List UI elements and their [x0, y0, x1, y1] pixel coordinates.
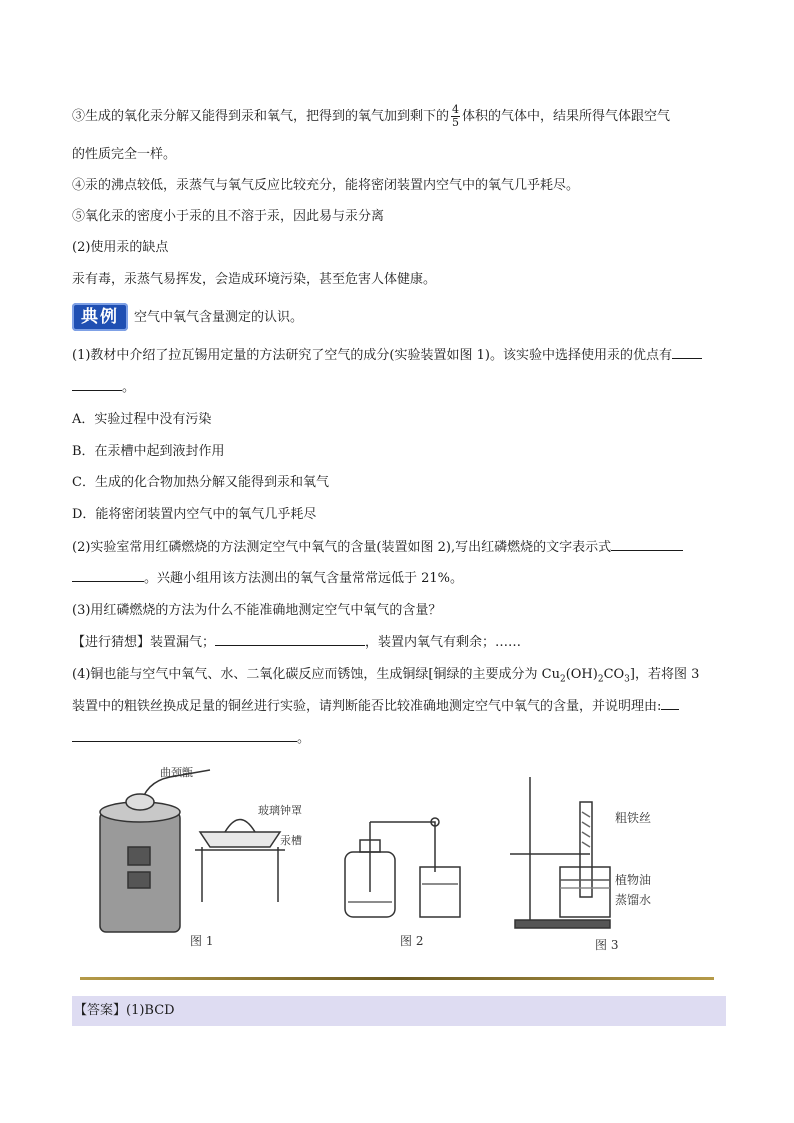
answer-blank[interactable]: [215, 633, 365, 646]
line-text: 体积的气体中，结果所得气体跟空气: [462, 109, 671, 124]
fig1-label-bell: 玻璃钟罩: [258, 804, 302, 817]
fig3-caption: 图 3: [595, 938, 619, 952]
answer-blank[interactable]: [672, 346, 702, 359]
question-4-cont: 装置中的粗铁丝换成足量的铜丝进行实验，请判断能否比较准确地测定空气中氧气的含量，并说明理由:: [72, 697, 679, 717]
fig3-label-oil: 植物油: [615, 873, 652, 887]
guess-line: 【进行猜想】装置漏气； ，装置内氧气有剩余；……: [72, 635, 522, 650]
fig2-caption: 图 2: [400, 934, 424, 948]
text-line-drawback: 汞有毒，汞蒸气易挥发，会造成环境污染，甚至危害人体健康。: [72, 272, 437, 287]
answer-box: [72, 996, 726, 1026]
fraction: $\frac{4}{5}$: [452, 103, 460, 129]
text-line-3: [72, 104, 670, 129]
fig1-label-trough: 汞槽: [280, 834, 302, 847]
section-heading: (2)使用汞的缺点: [72, 240, 169, 255]
question-2-cont: 。兴趣小组用该方法测出的氧气含量常常远低于 21%。: [72, 569, 463, 589]
question-2: (2)实验室常用红磷燃烧的方法测定空气中氧气的含量(装置如图 2),写出红磷燃烧的文字表示式: [72, 538, 683, 558]
option-a: A．实验过程中没有污染: [72, 412, 212, 427]
example-badge: 典例: [72, 303, 128, 331]
question-1: (1)教材中介绍了拉瓦锡用定量的方法研究了空气的成分(实验装置如图 1)。该实验中选择使用汞的优点有: [72, 346, 702, 366]
apparatus-illustration: [90, 762, 710, 952]
question-4: (4)铜也能与空气中氧气、水、二氧化碳反应而锈蚀，生成铜绿[铜绿的主要成分为 $Cu_2(OH)_2CO_3$]，若将图 3: [72, 667, 700, 685]
answer-blank[interactable]: [661, 697, 679, 710]
option-c: C．生成的化合物加热分解又能得到汞和氧气: [72, 475, 329, 490]
option-d: D．能将密闭装置内空气中的氧气几乎耗尽: [72, 507, 317, 522]
text-line-cont: 的性质完全一样。: [72, 147, 177, 162]
text-line-5: ⑤氧化汞的密度小于汞的且不溶于汞，因此易与汞分离: [72, 209, 385, 224]
answer-blank[interactable]: [72, 378, 122, 391]
apparatus-figures: [90, 762, 710, 952]
question-3: (3)用红磷燃烧的方法为什么不能准确地测定空气中氧气的含量？: [72, 603, 442, 618]
fig1-caption: 图 1: [190, 934, 214, 948]
fig1-label-retort: 曲颈甑: [160, 766, 193, 779]
answer-blank[interactable]: [72, 569, 144, 582]
answer-blank[interactable]: [611, 538, 683, 551]
line-text: ③生成的氧化汞分解又能得到汞和氧气，把得到的氧气加到剩下的: [72, 109, 450, 124]
answer-text: (1)BCD: [126, 1003, 175, 1018]
section-divider: [80, 977, 714, 980]
example-title: 空气中氧气含量测定的认识。: [134, 310, 304, 325]
fig3-label-wire: 粗铁丝: [615, 811, 652, 825]
fig3-label-water: 蒸馏水: [615, 893, 652, 907]
answer-label: 【答案】: [74, 1003, 127, 1018]
text-line-4: ④汞的沸点较低，汞蒸气与氧气反应比较充分，能将密闭装置内空气中的氧气几乎耗尽。: [72, 178, 580, 193]
option-b: B．在汞槽中起到液封作用: [72, 444, 225, 459]
answer-blank[interactable]: [72, 729, 297, 742]
question-4-end: 。: [72, 729, 310, 749]
question-1-cont: 。: [72, 378, 135, 398]
